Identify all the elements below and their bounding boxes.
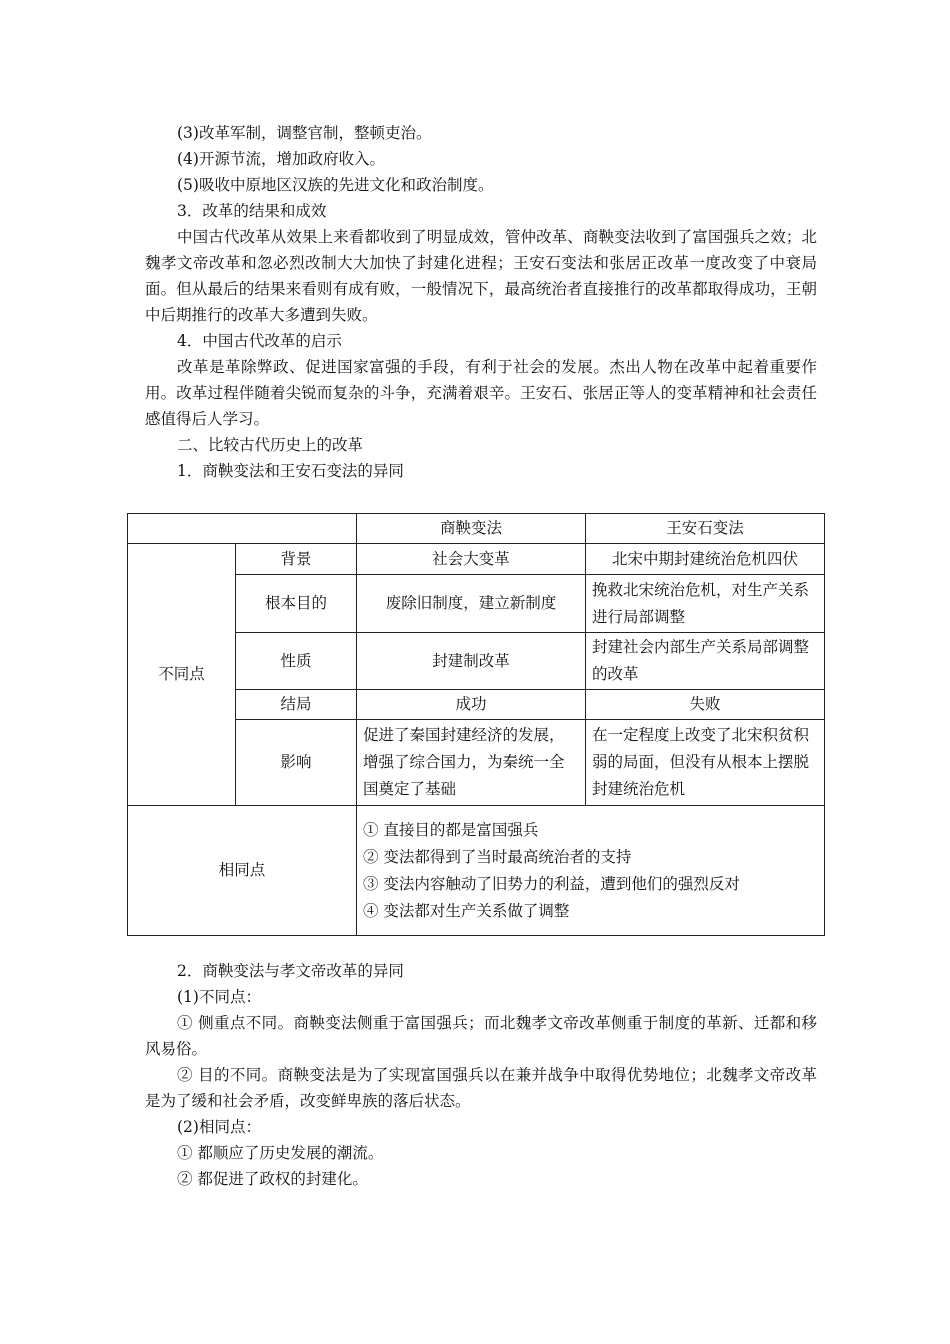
diff-point-2: ② 目的不同。商鞅变法是为了实现富国强兵以在兼并战争中取得优势地位；北魏孝文帝改革是为了缓和社会矛盾，改变鲜卑族的落后状态。 — [145, 1066, 817, 1110]
cell-shang-purpose: 废除旧制度，建立新制度 — [357, 575, 586, 633]
same-point-3: ③ 变法内容触动了旧势力的利益，遭到他们的强烈反对 — [363, 874, 740, 893]
heading-enlightenment: 4．中国古代改革的启示 — [177, 332, 342, 350]
row-label-purpose: 根本目的 — [236, 575, 357, 633]
heading-table-1: 1．商鞅变法和王安石变法的异同 — [177, 462, 404, 480]
line-reform-revenue: (4)开源节流，增加政府收入。 — [177, 150, 385, 168]
same-label: 相同点 — [128, 806, 357, 936]
header-shang: 商鞅变法 — [357, 514, 586, 544]
diff-label: 不同点 — [128, 544, 236, 806]
row-label-background: 背景 — [236, 544, 357, 575]
table-header-row — [128, 514, 825, 544]
cell-shang-outcome: 成功 — [357, 690, 586, 720]
row-label-nature: 性质 — [236, 633, 357, 690]
paragraph-enlightenment: 改革是革除弊政、促进国家富强的手段，有利于社会的发展。杰出人物在改革中起着重要作用。改革过程伴随着尖锐而复杂的斗争，充满着艰辛。王安石、张居正等人的变革精神和社会责任感值得后人学习。 — [145, 358, 817, 428]
header-wang: 王安石变法 — [586, 514, 825, 544]
paragraph-results: 中国古代改革从效果上来看都收到了明显成效，管仲改革、商鞅变法收到了富国强兵之效；北魏孝文帝改革和忽必烈改制大大加快了封建化进程；王安石变法和张居正改革一度改变了中衰局面。但从最后的结果来看则有成有败，一般情况下，最高统治者直接推行的改革都取得成功，王朝中后期推行的改革大多遭到失败。 — [145, 228, 817, 324]
cell-wang-outcome: 失败 — [586, 690, 825, 720]
bottom-section — [145, 958, 817, 1192]
same-point-4: ④ 变法都对生产关系做了调整 — [363, 901, 570, 920]
comparison-table — [127, 513, 825, 936]
same-point-2: ② 变法都得到了当时最高统治者的支持 — [363, 847, 632, 866]
cell-wang-nature: 封建社会内部生产关系局部调整的改革 — [586, 633, 825, 690]
header-empty-cell — [128, 514, 357, 544]
same-heading: (2)相同点： — [177, 1118, 261, 1136]
row-label-outcome: 结局 — [236, 690, 357, 720]
cell-shang-nature: 封建制改革 — [357, 633, 586, 690]
cell-wang-impact: 在一定程度上改变了北宋积贫积弱的局面，但没有从根本上摆脱封建统治危机 — [586, 720, 825, 806]
heading-table-2: 2．商鞅变法与孝文帝改革的异同 — [177, 962, 404, 980]
cell-shang-impact: 促进了秦国封建经济的发展，增强了综合国力，为秦统一全国奠定了基础 — [357, 720, 586, 806]
diff-heading: (1)不同点： — [177, 988, 261, 1006]
heading-section-2: 二、比较古代历史上的改革 — [177, 436, 364, 454]
top-section — [145, 120, 817, 484]
same-points-cell — [357, 806, 825, 936]
table-row — [128, 544, 825, 575]
row-label-impact: 影响 — [236, 720, 357, 806]
same-point-feudal: ② 都促进了政权的封建化。 — [177, 1170, 368, 1188]
heading-results: 3．改革的结果和成效 — [177, 202, 327, 220]
line-reform-military: (3)改革军制，调整官制，整顿吏治。 — [177, 124, 432, 142]
same-point-history: ① 都顺应了历史发展的潮流。 — [177, 1144, 384, 1162]
line-reform-culture: (5)吸收中原地区汉族的先进文化和政治制度。 — [177, 176, 494, 194]
cell-shang-background: 社会大变革 — [357, 544, 586, 575]
table-row-same — [128, 806, 825, 936]
same-point-1: ① 直接目的都是富国强兵 — [363, 820, 539, 839]
cell-wang-purpose: 挽救北宋统治危机，对生产关系进行局部调整 — [586, 575, 825, 633]
cell-wang-background: 北宋中期封建统治危机四伏 — [586, 544, 825, 575]
diff-point-1: ① 侧重点不同。商鞅变法侧重于富国强兵；而北魏孝文帝改革侧重于制度的革新、迁都和移风易俗。 — [145, 1014, 817, 1058]
